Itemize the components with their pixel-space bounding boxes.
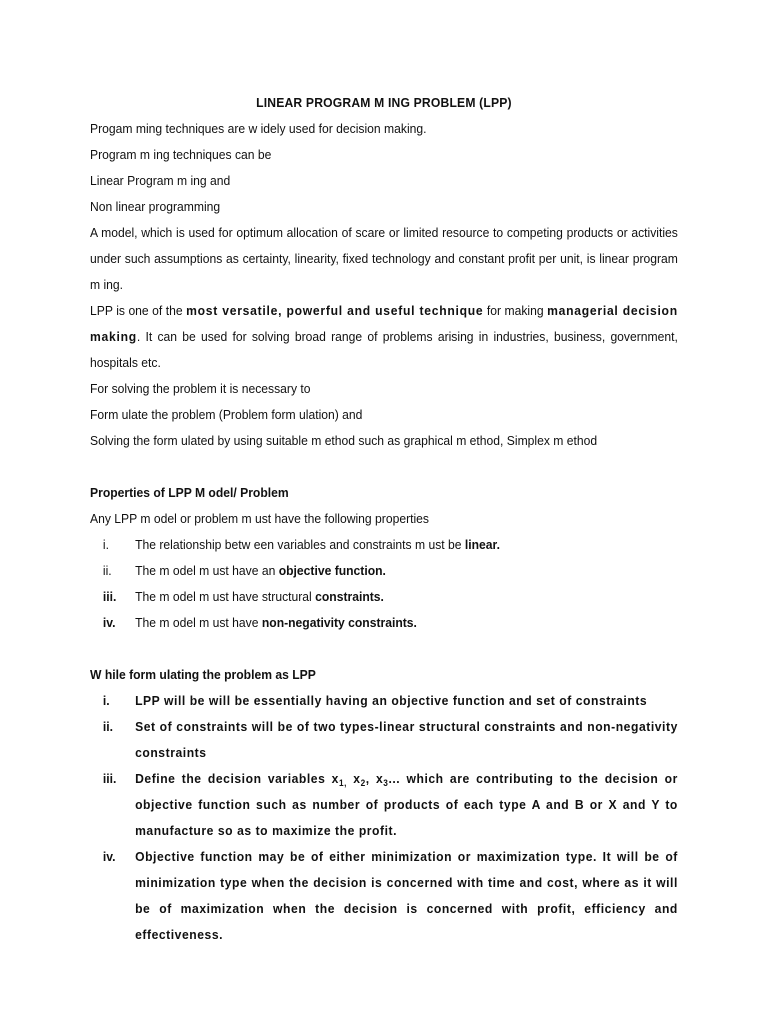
lpp-paragraph — [90, 298, 678, 376]
formulating-heading: W hile form ulating the problem as LPP — [90, 667, 316, 682]
list-text: LPP will be will be essentially having an objective function and set of constraints — [135, 693, 648, 708]
list-number: iii. — [102, 771, 117, 786]
list-item — [90, 558, 678, 584]
subscript: 3 — [383, 778, 389, 788]
list-item — [90, 714, 678, 766]
lpp-text: LPP is one of the — [90, 303, 187, 318]
list-number: ii. — [102, 719, 113, 734]
lpp-bold: most versatile, powerful and useful technique — [186, 303, 484, 318]
list-text: x — [347, 771, 361, 786]
list-bold: objective function. — [278, 563, 386, 578]
properties-heading: Properties of LPP M odel/ Problem — [90, 485, 289, 500]
solving-line: Solving the form ulated by using suitable m ethod such as graphical m ethod, Simplex m ethod — [90, 433, 598, 448]
list-text: , x — [365, 771, 384, 786]
list-number: iv. — [102, 849, 116, 864]
list-number: i. — [102, 537, 109, 552]
list-item — [90, 844, 678, 948]
spacer — [90, 454, 678, 480]
list-number: iv. — [102, 615, 116, 630]
intro-line: Linear Program m ing and — [90, 173, 231, 188]
subscript: 2 — [360, 778, 366, 788]
list-number: i. — [102, 693, 110, 708]
list-item — [90, 766, 678, 844]
solving-line: Form ulate the problem (Problem form ulation) and — [90, 407, 363, 422]
properties-list — [90, 532, 678, 636]
list-bold: non-negativity constraints. — [261, 615, 417, 630]
list-number: iii. — [102, 589, 117, 604]
list-text: The m odel m ust have structural — [135, 589, 316, 604]
list-text: The m odel m ust have — [135, 615, 262, 630]
list-item — [90, 688, 678, 714]
list-item — [90, 532, 678, 558]
intro-line: Progam ming techniques are w idely used for decision making. — [90, 121, 427, 136]
list-item — [90, 584, 678, 610]
document-body — [90, 90, 678, 948]
list-text: Define the decision variables x — [135, 771, 339, 786]
list-bold: constraints. — [315, 589, 384, 604]
list-number: ii. — [102, 563, 112, 578]
subscript: 1, — [338, 778, 348, 788]
list-text: Objective function may be of either minimization or maximization type. It will be of minimization type when the decision is concerned with time and cost, where as it will be of maximization when the decision is concerned with profit, efficiency and effectiveness. — [135, 849, 678, 942]
properties-lead: Any LPP m odel or problem m ust have the following properties — [90, 511, 429, 526]
document-title: LINEAR PROGRAM M ING PROBLEM (LPP) — [256, 95, 512, 110]
spacer — [90, 636, 678, 662]
list-text: Set of constraints will be of two types-linear structural constraints and non-negativity constraints — [135, 719, 678, 760]
list-bold: linear. — [464, 537, 500, 552]
list-text: The relationship betw een variables and constraints m ust be — [135, 537, 465, 552]
lpp-text: . It can be used for solving broad range of problems arising in industries, business, government, hospitals etc. — [90, 329, 678, 370]
intro-line: Program m ing techniques can be — [90, 147, 272, 162]
lpp-bold: managerial decision making — [90, 303, 678, 344]
solving-line: For solving the problem it is necessary to — [90, 381, 311, 396]
definition-paragraph: A model, which is used for optimum allocation of scare or limited resource to competing products or activities under such assumptions as certainty, linearity, fixed technology and constant profit per unit, is linear program m ing. — [90, 225, 678, 292]
formulating-list — [90, 688, 678, 948]
intro-line: Non linear programming — [90, 199, 221, 214]
list-item — [90, 610, 678, 636]
lpp-text: for making — [483, 303, 548, 318]
list-text: The m odel m ust have an — [135, 563, 279, 578]
list-text: ... which are contributing to the decision or objective function such as number of products of each type A and B or X and Y to manufacture so as to maximize the profit. — [135, 771, 678, 838]
